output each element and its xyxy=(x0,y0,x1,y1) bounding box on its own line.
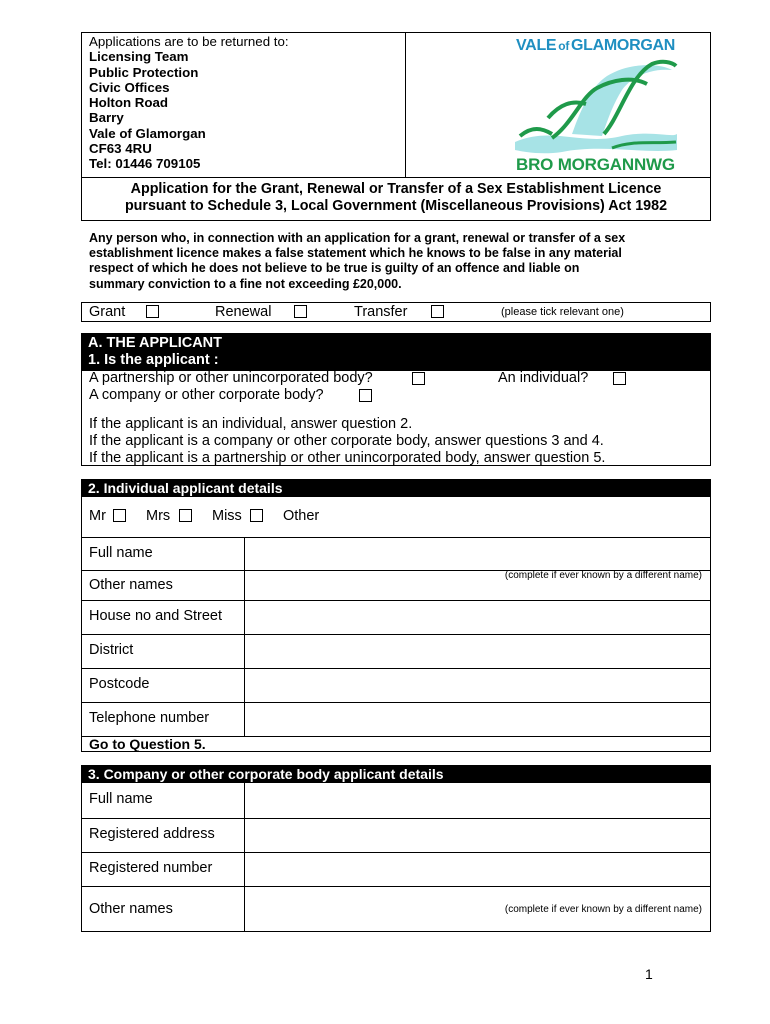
form-row xyxy=(82,702,710,736)
section-2-heading: 2. Individual applicant details xyxy=(82,480,710,497)
form-row xyxy=(82,668,710,702)
goto-question-5: Go to Question 5. xyxy=(89,736,206,752)
page-subtitle: pursuant to Schedule 3, Local Government (Miscellaneous Provisions) Act 1982 xyxy=(124,198,668,214)
title-mrs-label: Mrs xyxy=(146,508,171,524)
page-title: Application for the Grant, Renewal or Transfer of a Sex Establishment Licence xyxy=(130,181,662,197)
row-label: Other names xyxy=(89,577,173,593)
goto-row xyxy=(82,736,710,752)
logo-waves-icon xyxy=(512,56,678,156)
individual-checkbox[interactable] xyxy=(613,372,626,385)
row-label: District xyxy=(89,642,134,658)
form-row xyxy=(82,852,710,886)
address-line: CF63 4RU xyxy=(89,141,152,157)
q-company: A company or other corporate body? xyxy=(89,387,324,403)
form-row xyxy=(82,537,710,570)
company-name-field[interactable] xyxy=(244,783,710,818)
row-label: Telephone number xyxy=(89,710,210,726)
form-row xyxy=(82,818,710,852)
address-line: Barry xyxy=(89,110,124,126)
row-label: Registered number xyxy=(89,860,213,876)
q-partnership: A partnership or other unincorporated body? xyxy=(89,370,373,386)
row-label: Other names xyxy=(89,901,173,917)
address-line: Public Protection xyxy=(89,64,199,80)
form-row xyxy=(82,886,710,931)
q-individual: An individual? xyxy=(498,370,589,386)
renewal-checkbox[interactable] xyxy=(294,305,307,318)
title-mrs-checkbox[interactable] xyxy=(179,509,192,522)
section-3-heading: 3. Company or other corporate body applicant details xyxy=(82,766,710,783)
renewal-label: Renewal xyxy=(215,304,272,320)
company-checkbox[interactable] xyxy=(359,389,372,402)
section-2 xyxy=(81,479,711,752)
address-line: Vale of Glamorgan xyxy=(89,125,206,141)
address-intro: Applications are to be returned to: xyxy=(89,34,289,49)
telephone-field[interactable] xyxy=(244,703,710,737)
row-label: House no and Street xyxy=(89,608,223,624)
instruction-company: If the applicant is a company or other corporate body, answer questions 3 and 4. xyxy=(89,433,604,449)
page-number: 1 xyxy=(645,966,653,982)
form-row xyxy=(82,634,710,668)
section-a-heading: A. THE APPLICANT 1. Is the applicant : xyxy=(82,334,710,371)
title-mr-checkbox[interactable] xyxy=(113,509,126,522)
other-names-note: (complete if ever known by a different name) xyxy=(504,904,702,915)
row-label: Full name xyxy=(89,545,153,561)
licence-type-row xyxy=(81,302,711,322)
instruction-partnership: If the applicant is a partnership or other unincorporated body, answer question 5. xyxy=(89,450,606,466)
form-row xyxy=(82,783,710,818)
tick-note: (please tick relevant one) xyxy=(501,306,624,318)
transfer-label: Transfer xyxy=(354,304,408,320)
form-row xyxy=(82,570,710,600)
logo-bottom-text: BRO MORGANNWG xyxy=(516,155,675,174)
instruction-individual: If the applicant is an individual, answer question 2. xyxy=(89,416,413,432)
other-names-note: (complete if ever known by a different name) xyxy=(504,570,702,581)
full-name-field[interactable] xyxy=(244,538,710,571)
title-mr-label: Mr xyxy=(89,508,106,524)
title-box xyxy=(81,177,711,221)
section-3 xyxy=(81,765,711,932)
council-logo xyxy=(512,36,678,176)
title-miss-checkbox[interactable] xyxy=(250,509,263,522)
registered-number-field[interactable] xyxy=(244,853,710,887)
address-line: Civic Offices xyxy=(89,79,170,95)
row-label: Postcode xyxy=(89,676,150,692)
address-line: Tel: 01446 709105 xyxy=(89,156,201,172)
other-names-field[interactable] xyxy=(244,571,710,601)
street-field[interactable] xyxy=(244,601,710,635)
return-address xyxy=(89,34,399,172)
logo-top-text: VALE of GLAMORGAN xyxy=(516,37,675,54)
registered-address-field[interactable] xyxy=(244,819,710,853)
title-other-label: Other xyxy=(283,508,320,524)
title-miss-label: Miss xyxy=(212,508,242,524)
postcode-field[interactable] xyxy=(244,669,710,703)
company-other-names-field[interactable] xyxy=(244,887,710,932)
grant-checkbox[interactable] xyxy=(146,305,159,318)
section-a xyxy=(81,333,711,466)
row-label: Full name xyxy=(89,791,153,807)
address-line: Licensing Team xyxy=(89,49,189,65)
grant-label: Grant xyxy=(89,304,126,320)
district-field[interactable] xyxy=(244,635,710,669)
transfer-checkbox[interactable] xyxy=(431,305,444,318)
partnership-checkbox[interactable] xyxy=(412,372,425,385)
form-row xyxy=(82,600,710,634)
warning-text: Any person who, in connection with an application for a grant, renewal or transfer of a sex establishment licence makes a false statement which he knows to be false in any material respect of which he does not believe to be true is guilty of an offence and liable on summary conviction to a fine not exceeding £20,000. xyxy=(89,231,626,291)
row-label: Registered address xyxy=(89,826,215,842)
address-line: Holton Road xyxy=(89,95,169,111)
header-divider xyxy=(405,32,406,178)
